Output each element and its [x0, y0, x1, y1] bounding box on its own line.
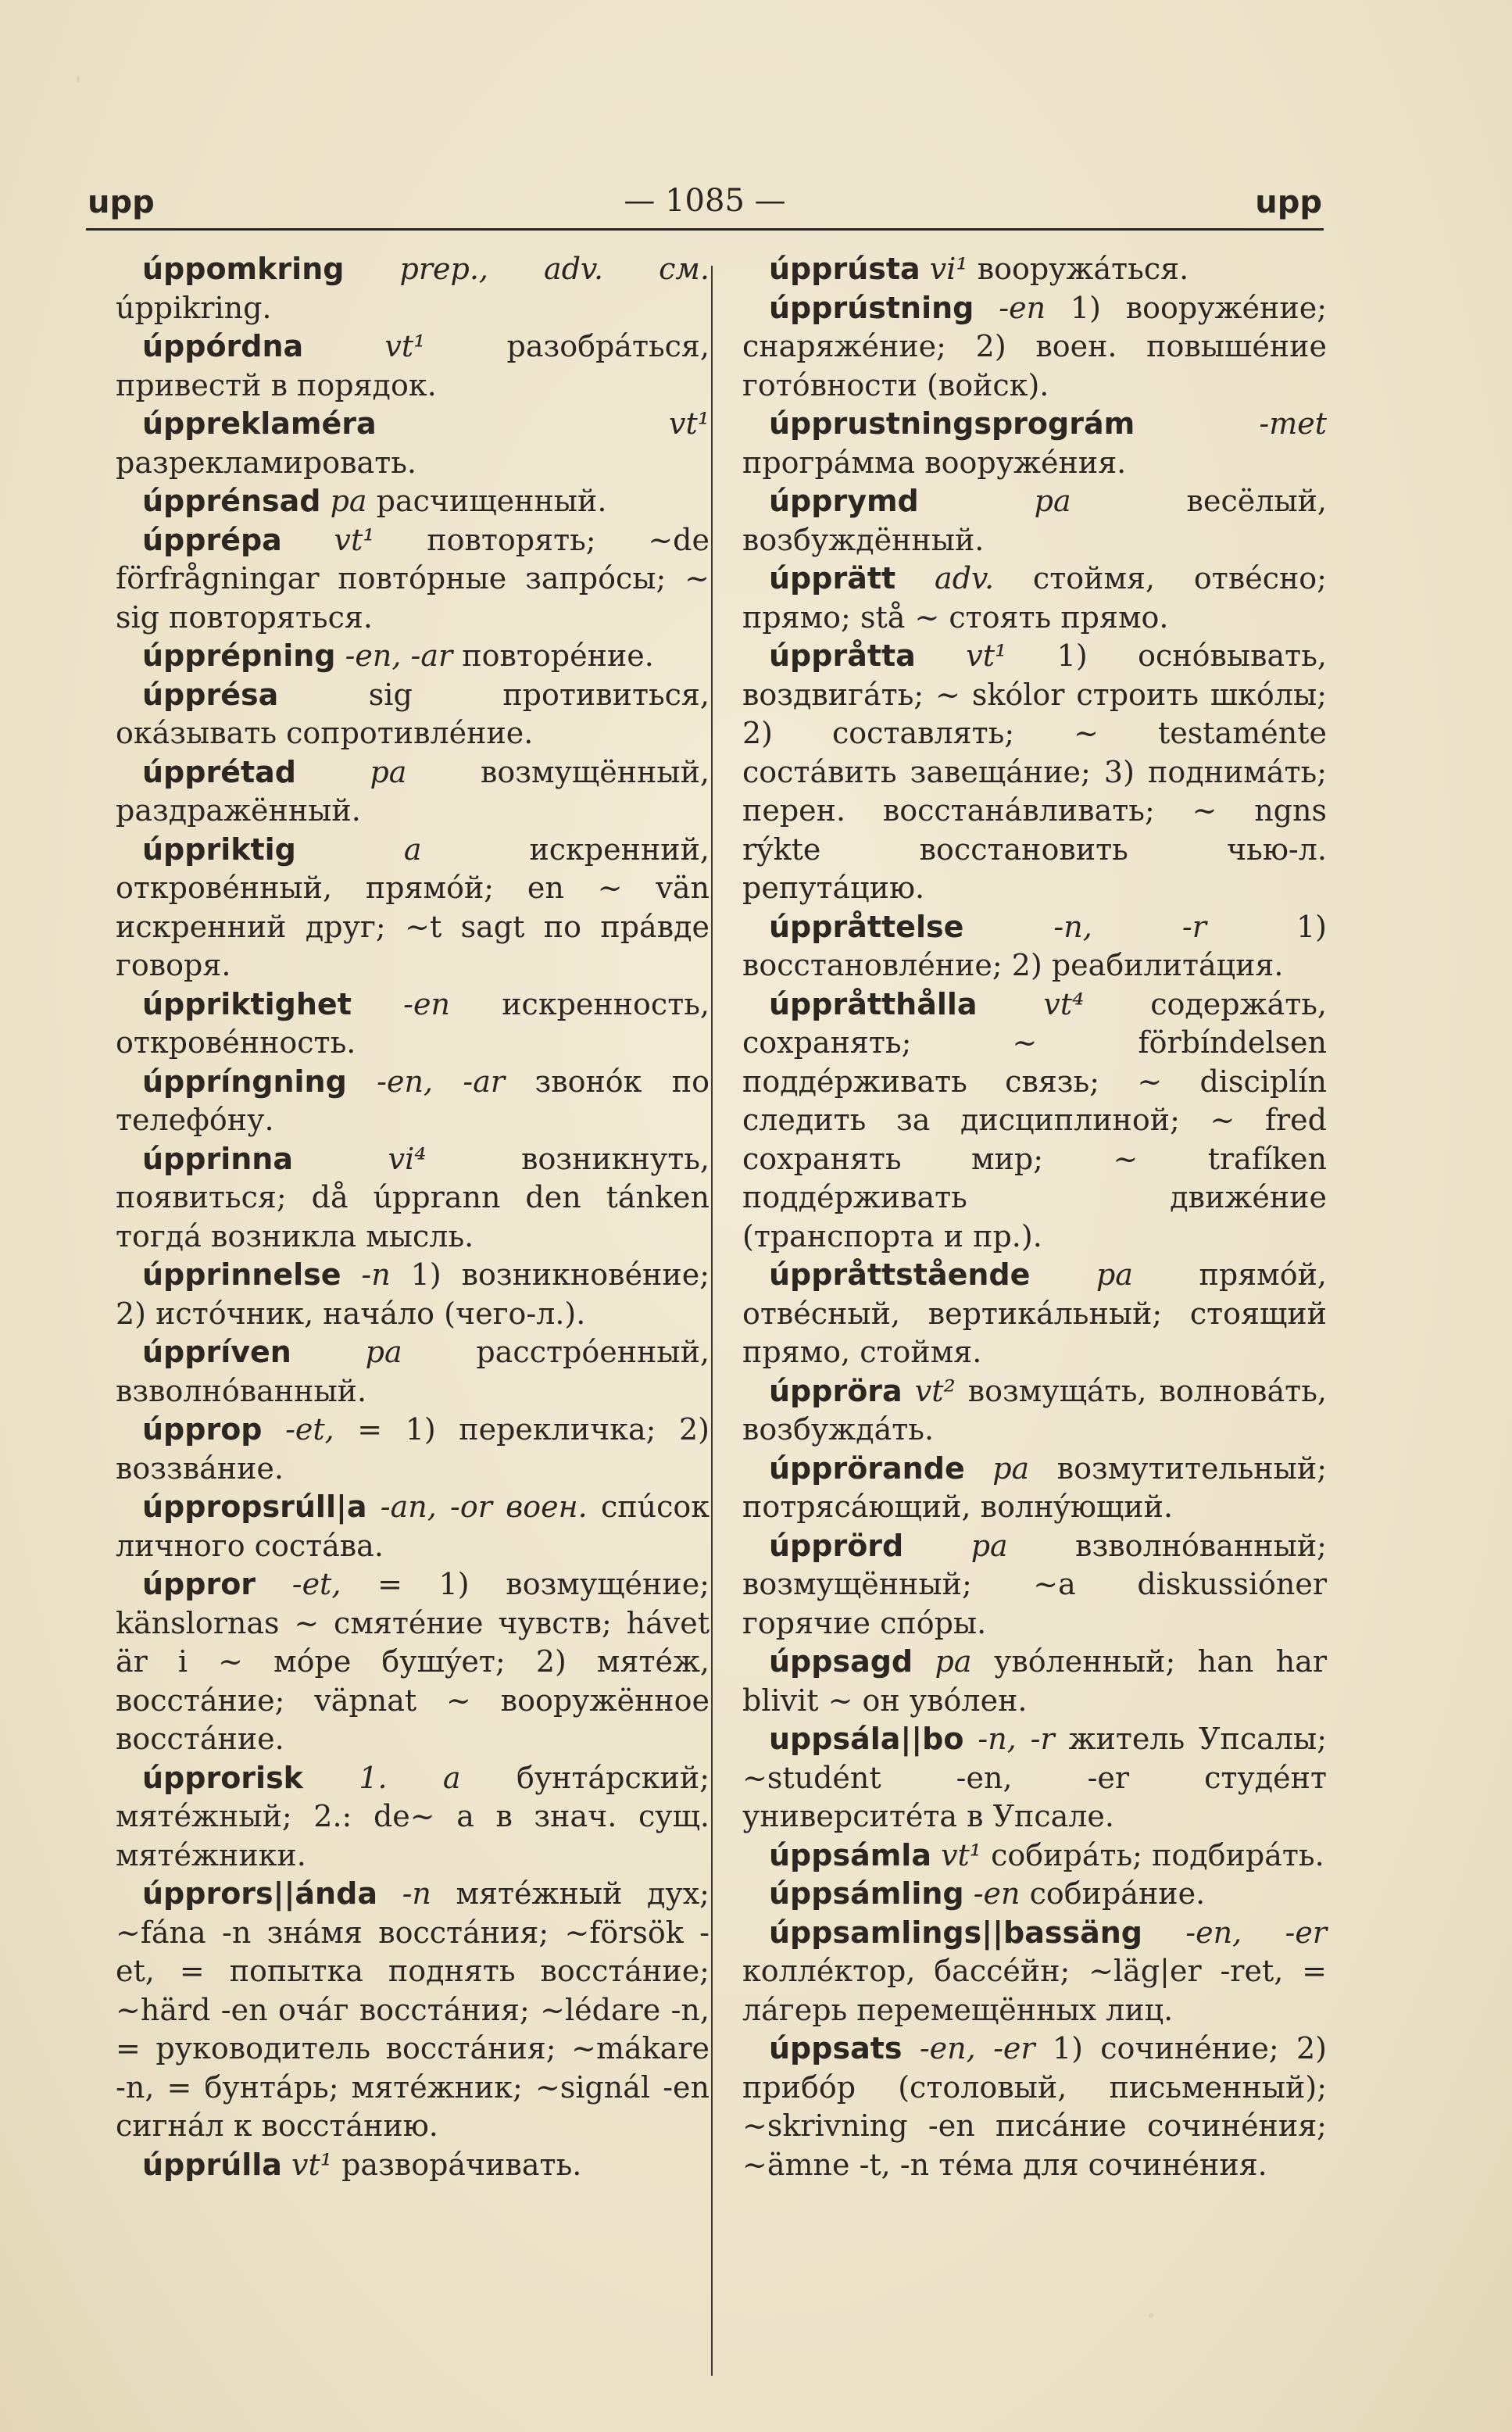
dictionary-entry: [116, 753, 710, 831]
entry-grammar: pa: [295, 754, 407, 789]
entry-translation: расчищенный.: [366, 484, 607, 518]
entry-headword: úpprörande: [769, 1450, 965, 1486]
entry-grammar: adv.: [895, 561, 995, 595]
entry-headword: úpprinna: [142, 1141, 293, 1176]
entry-translation: 1) оснóвывать, воздвигáть; ~ skólor строить шкóлы; 2) составлять; ~ testaménte состáвить завещáние; 3) поднимáть; перен. восстанáвливать; ~ ngns rýkte восстановить чью-л. репутáцию.: [742, 638, 1327, 905]
entry-grammar: -en: [963, 1876, 1021, 1911]
entry-grammar: vt¹: [281, 522, 375, 557]
entry-translation: коллéктор, бассéйн; ~läg|er -ret, = лáгерь перемещённых лиц.: [742, 1954, 1327, 2027]
entry-translation: взволнóванный; возмущённый; ~a diskussióner горячие спóры.: [742, 1528, 1327, 1640]
entry-translation: собирáть; подбирáть.: [981, 1837, 1324, 1872]
dictionary-entry: [742, 482, 1327, 560]
dictionary-entry: [116, 327, 710, 405]
entry-translation: стоймя, отвéсно; прямо; stå ~ стоять прямо.: [742, 561, 1327, 635]
dictionary-entry: [742, 250, 1327, 289]
entry-grammar: -en: [974, 290, 1046, 325]
dictionary-entry: [116, 1875, 710, 2146]
entry-grammar: pa: [1030, 1257, 1133, 1292]
entry-headword: úpprénsad: [142, 484, 321, 518]
entry-translation: 1) вооружéние; снаряжéние; 2) воен. повышéние готóвности (войск).: [742, 290, 1327, 402]
entry-translation: разворáчивать.: [332, 2147, 582, 2182]
entry-grammar: -n, -r: [963, 909, 1206, 944]
paper-speck: [77, 75, 80, 83]
entry-headword: uppsála||bo: [769, 1722, 964, 1756]
entry-translation: 1) возникновéние; 2) истóчник, начáло (чего-л.).: [116, 1257, 710, 1331]
entry-translation: вооружáться.: [967, 252, 1189, 286]
entry-headword: úppråttstående: [769, 1257, 1031, 1292]
right-column: [742, 250, 1327, 2184]
entry-grammar: vi⁴: [292, 1141, 427, 1176]
entry-translation: 1) возмущéние; känslornas ~ смятéние чувств; hávet är i ~ мóре бушýет; 2) мятéж, восстáние; väpnat ~ вооружённое восстáние.: [116, 1567, 710, 1756]
dictionary-entry: [742, 289, 1327, 406]
entry-translation: бунтáрский; мятéжный; 2.: de~ a в знач. сущ. мятéжники.: [116, 1760, 710, 1872]
entry-grammar: vt¹: [281, 2147, 333, 2182]
dictionary-entry: [742, 1720, 1327, 1837]
entry-translation: повторéние.: [452, 638, 654, 673]
entry-grammar: a: [295, 832, 422, 867]
dictionary-entry: [116, 482, 710, 521]
dictionary-entry: [116, 1565, 710, 1759]
entry-headword: úpprorisk: [142, 1760, 303, 1795]
entry-grammar: pa: [291, 1335, 402, 1369]
dictionary-entry: [116, 1411, 710, 1488]
entry-grammar: -an, -or воен.: [366, 1490, 588, 1524]
entry-translation: спúсок личного состáва.: [116, 1490, 710, 1563]
dictionary-entry: [116, 405, 710, 482]
entry-headword: úppomkring: [142, 252, 345, 286]
entry-headword: úppror: [142, 1567, 256, 1601]
entry-grammar: -met: [1135, 406, 1327, 441]
dictionary-entry: [742, 1527, 1327, 1643]
entry-translation: увóленный; han har blivit ~ он увóлен.: [742, 1644, 1328, 1718]
dictionary-entry: [116, 1488, 710, 1565]
entry-translation: возмущáть, волновáть, возбуждáть.: [742, 1373, 1327, 1447]
entry-headword: úpprétad: [142, 754, 296, 789]
entry-headword: úppropsrúll|a: [142, 1490, 367, 1524]
entry-headword: úppsamlings||bassäng: [769, 1915, 1142, 1950]
entry-headword: úppråtta: [769, 638, 916, 673]
entry-headword: úppreklaméra: [142, 406, 377, 441]
dictionary-entry: [742, 637, 1327, 908]
entry-translation: sig противиться, окáзывать сопротивлéние.: [116, 677, 710, 750]
entry-translation: прогрáмма вооружéния.: [742, 445, 1127, 480]
entry-headword: úppríngning: [142, 1064, 347, 1099]
dictionary-entry: [742, 405, 1327, 482]
paper-speck: [1149, 2313, 1153, 2318]
entry-headword: úpprörd: [769, 1528, 904, 1563]
entry-headword: úppröra: [769, 1373, 903, 1408]
entry-translation: расстрóенный, взволнóванный.: [116, 1335, 710, 1408]
page-number: — 1085 —: [624, 183, 786, 219]
entry-headword: úpprätt: [769, 561, 896, 595]
entry-headword: úppriktighet: [142, 986, 352, 1021]
entry-grammar: -en, -er: [902, 2031, 1035, 2065]
entry-grammar: vt¹: [931, 1837, 982, 1872]
entry-translation: искренность, откровéнность.: [116, 986, 710, 1060]
entry-headword: úpprépa: [142, 522, 282, 557]
entry-translation: повторять; ~de förfrågningar повтóрные запрóсы; ~ sig повторяться.: [116, 522, 710, 635]
entry-grammar: vt¹: [303, 329, 426, 363]
entry-translation: искренний, откровéнный, прямóй; en ~ vän искренний друг; ~t sagt по прáвде говоря.: [116, 832, 710, 982]
entry-headword: úpprop: [142, 1412, 263, 1447]
entry-grammar: -en: [351, 986, 450, 1021]
entry-headword: úppråtthålla: [769, 986, 978, 1021]
page-header: [88, 181, 1322, 228]
left-column: [116, 250, 710, 2184]
entry-grammar: vi¹: [920, 252, 968, 286]
entry-headword: úpprépning: [142, 638, 336, 673]
entry-headword: úppsats: [769, 2031, 903, 2065]
dictionary-entry: [742, 1875, 1327, 1914]
dictionary-entry: [116, 831, 710, 985]
entry-translation: житель Упсалы; ~studént -en, -er студéнт университéта в Упсале.: [742, 1722, 1327, 1833]
entry-headword: úpprúlla: [142, 2147, 282, 2182]
entry-translation: мятéжный дух; ~fána -n знáмя восстáния; ~försök -et, = попытка поднять восстáние; ~härd -en очáг восстáния; ~lédare -n, = руководитель восстáния; ~mákare -n, = бунтáрь; мятéжник; ~signál -en сигнáл к восстáнию.: [116, 1876, 710, 2143]
left-guide-word: upp: [88, 184, 155, 220]
entry-translation: прямóй, отвéсный, вертикáльный; стоящий прямо, стоймя.: [742, 1257, 1328, 1369]
entry-headword: úppsámla: [769, 1837, 931, 1872]
entry-translation: возникнуть, появиться; då úpprann den tánken тогдá возникла мысль.: [116, 1141, 710, 1254]
entry-grammar: pa: [964, 1450, 1030, 1486]
entry-headword: úpprésa: [142, 677, 279, 712]
entry-translation: звонóк по телефóну.: [116, 1064, 710, 1137]
entry-grammar: vt¹: [376, 406, 710, 441]
dictionary-entry: [116, 1256, 710, 1333]
dictionary-entry: [742, 1837, 1327, 1876]
entry-translation: весёлый, возбуждённый.: [742, 484, 1327, 557]
entry-grammar: prep., adv. см.: [344, 252, 710, 286]
dictionary-entry: [116, 676, 710, 753]
dictionary-entry: [116, 1759, 710, 1876]
entry-headword: úppórdna: [142, 329, 304, 363]
entry-grammar: vt¹: [915, 638, 1007, 673]
entry-headword: úppråttelse: [769, 909, 964, 944]
entry-translation: разобрáться, привестй в порядок.: [116, 329, 710, 402]
entry-headword: úpprors||ánda: [142, 1876, 377, 1911]
entry-translation: 1) перекличка; 2) воззвáние.: [116, 1412, 710, 1486]
entry-translation: 1) восстановлéние; 2) реабилитáция.: [742, 909, 1327, 982]
entry-headword: úpprymd: [769, 484, 919, 518]
dictionary-entry: [742, 908, 1327, 985]
entry-headword: úpprústa: [769, 252, 920, 286]
dictionary-entry: [742, 560, 1327, 637]
entry-headword: úpprustningsprográm: [769, 406, 1135, 441]
entry-headword: úppsámling: [769, 1876, 964, 1911]
dictionary-entry: [742, 1256, 1327, 1372]
dictionary-entry: [742, 1372, 1327, 1450]
dictionary-entry: [742, 1643, 1327, 1720]
right-guide-word: upp: [1255, 184, 1322, 220]
dictionary-entry: [742, 1450, 1327, 1527]
entry-translation: возмутительный; потрясáющий, волнýющий.: [742, 1450, 1327, 1524]
entry-grammar: pa: [903, 1528, 1008, 1563]
dictionary-entry: [116, 1063, 710, 1140]
dictionary-entry: [742, 1914, 1327, 2030]
dictionary-entry: [116, 250, 710, 327]
header-rule: [86, 228, 1324, 231]
dictionary-entry: [742, 2030, 1327, 2184]
entry-grammar: -n: [341, 1257, 391, 1292]
entry-headword: úppriktig: [142, 832, 296, 867]
dictionary-entry: [116, 985, 710, 1063]
entry-grammar: -n: [377, 1876, 431, 1911]
entry-grammar: -en, -er: [1142, 1915, 1327, 1950]
entry-grammar: pa: [320, 484, 367, 518]
dictionary-entry: [116, 1140, 710, 1257]
entry-translation: собирáние.: [1020, 1876, 1206, 1911]
entry-grammar: pa: [918, 484, 1071, 518]
entry-headword: úpprústning: [769, 290, 974, 325]
entry-grammar: pa: [913, 1644, 972, 1679]
column-divider: [711, 266, 713, 2376]
entry-grammar: 1. a: [302, 1760, 461, 1795]
entry-translation: разрекламировать.: [116, 445, 416, 480]
entry-translation: содержáть, сохранять; ~ förbíndelsen поддéрживать связь; ~ disciplín следить за дисциплиной; ~ fred сохранять мир; ~ trafíken поддéрживать движéние (транспорта и пр.).: [742, 986, 1327, 1254]
entry-translation: 1) сочинéние; 2) прибóр (столовый, письменный); ~skrivning -en писáние сочинéния; ~ämne -t, -n тéма для сочинéния.: [742, 2031, 1327, 2182]
entry-grammar: -n, -r: [963, 1722, 1055, 1756]
entry-headword: úpprinnelse: [142, 1257, 341, 1292]
dictionary-entry: [116, 2146, 710, 2185]
entry-grammar: vt²: [902, 1373, 956, 1408]
entry-grammar: -et, =: [262, 1412, 383, 1447]
entry-grammar: -et, =: [256, 1567, 402, 1601]
entry-headword: úppsagd: [769, 1644, 913, 1679]
entry-translation: возмущённый, раздражённый.: [116, 754, 710, 828]
dictionary-entry: [116, 521, 710, 638]
entry-grammar: -en, -ar: [335, 638, 453, 673]
dictionary-entry: [116, 1333, 710, 1411]
entry-grammar: -en, -ar: [346, 1064, 506, 1099]
entry-translation: úppikring.: [116, 290, 272, 325]
entry-grammar: vt⁴: [977, 986, 1085, 1021]
entry-headword: úppríven: [142, 1335, 291, 1369]
dictionary-entry: [742, 985, 1327, 1257]
dictionary-entry: [116, 637, 710, 676]
